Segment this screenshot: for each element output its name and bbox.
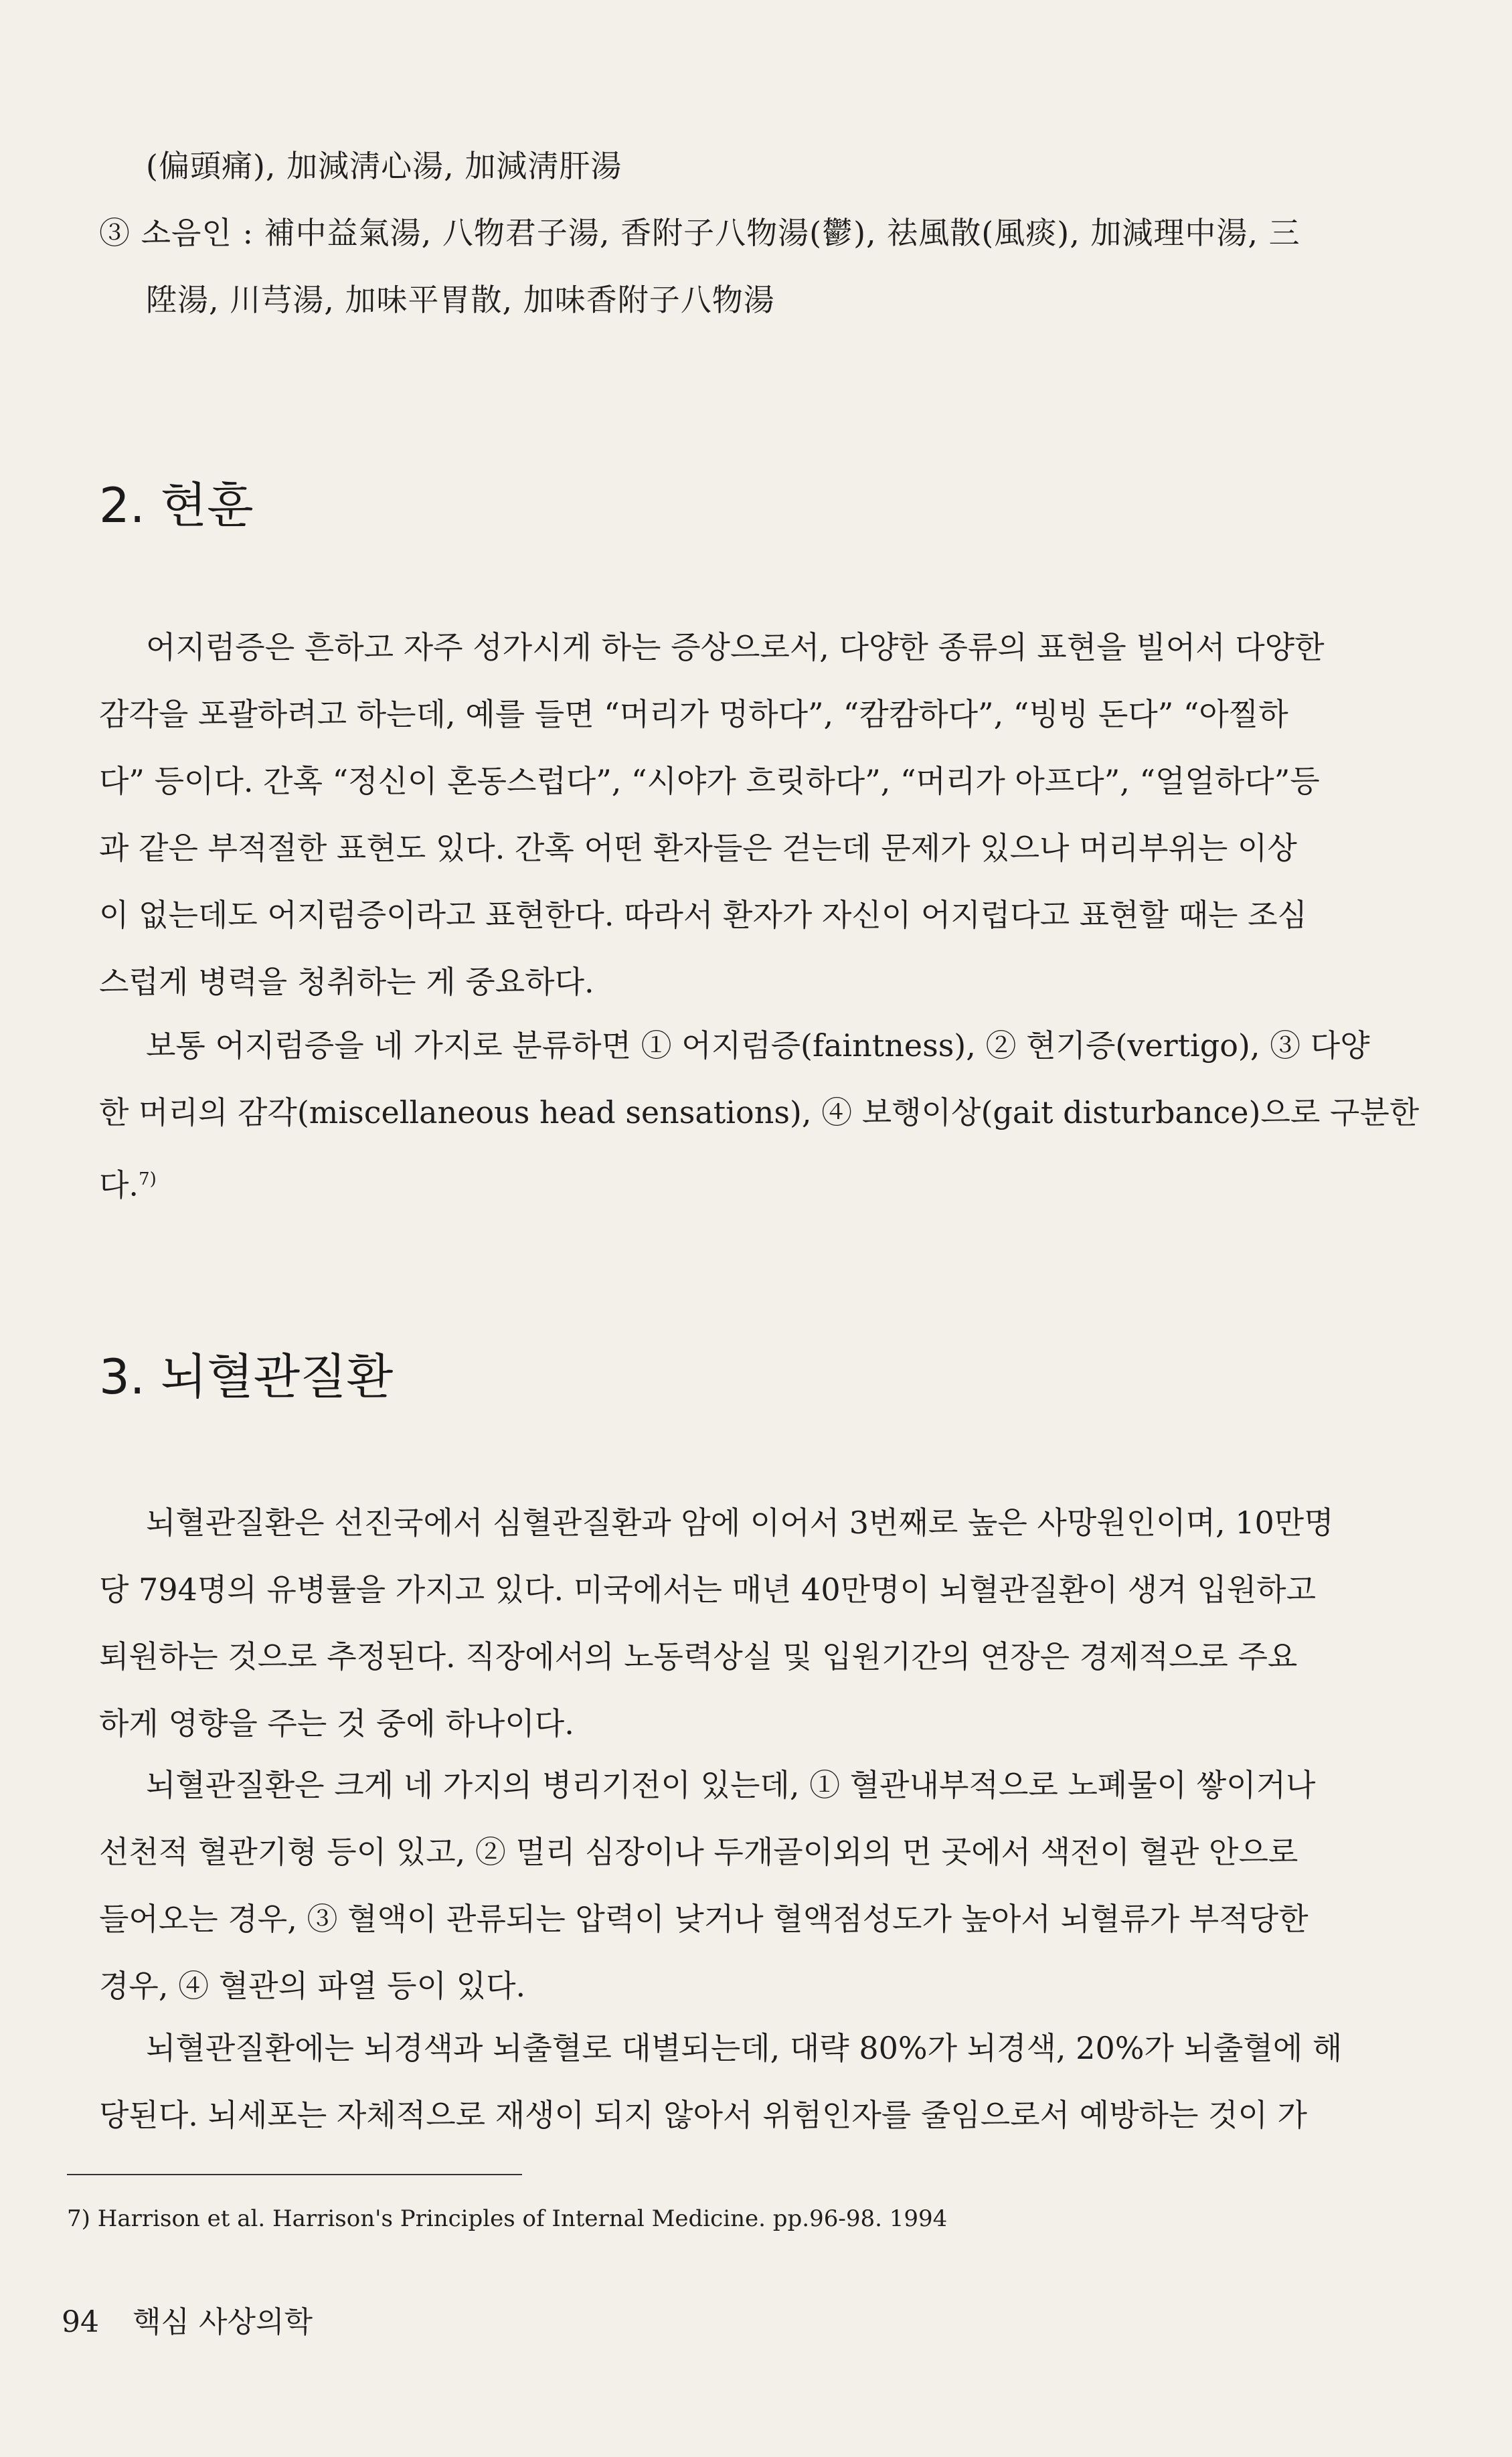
text-line: 뇌혈관질환은 선진국에서 심혈관질환과 암에 이어서 3번째로 높은 사망원인이며, 10만명 <box>146 1505 1334 1541</box>
footnote-divider <box>67 2174 522 2175</box>
section-heading-cerebrovascular: 3. 뇌혈관질환 <box>99 1349 394 1405</box>
text-line: 뇌혈관질환은 크게 네 가지의 병리기전이 있는데, ① 혈관내부적으로 노폐물이 쌓이거나 <box>146 1767 1316 1803</box>
text-line: 당 794명의 유병률을 가지고 있다. 미국에서는 매년 40만명이 뇌혈관질환이 생겨 입원하고 <box>99 1572 1316 1608</box>
page-footer <box>62 2302 313 2343</box>
section-heading-vertigo: 2. 현훈 <box>99 477 254 533</box>
paragraph <box>99 1489 1444 1757</box>
text-line: 뇌혈관질환에는 뇌경색과 뇌출혈로 대별되는데, 대략 80%가 뇌경색, 20%가 뇌출혈에 해 <box>146 2030 1343 2066</box>
text-line: 과 같은 부적절한 표현도 있다. 간혹 어떤 환자들은 걷는데 문제가 있으나 머리부위는 이상 <box>99 830 1297 866</box>
text-line: 스럽게 병력을 청취하는 게 중요하다. <box>99 964 594 1000</box>
paragraph <box>99 614 1444 1015</box>
text-line: 다” 등이다. 간혹 “정신이 혼동스럽다”, “시야가 흐릿하다”, “머리가 아프다”, “얼얼하다”등 <box>99 763 1320 799</box>
paragraph <box>99 2015 1444 2148</box>
paragraph <box>99 1752 1444 2019</box>
text-line: 퇴원하는 것으로 추정된다. 직장에서의 노동력상실 및 입원기간의 연장은 경제적으로 주요 <box>99 1638 1298 1675</box>
footnote: 7) Harrison et al. Harrison's Principles of Internal Medicine. pp.96-98. 1994 <box>67 2205 948 2232</box>
text-line <box>99 1146 1444 1218</box>
text-line: 선천적 혈관기형 등이 있고, ② 멀리 심장이나 두개골이외의 먼 곳에서 색전이 혈관 안으로 <box>99 1834 1298 1870</box>
text-line: 하게 영향을 주는 것 중에 하나이다. <box>99 1705 574 1742</box>
list-line: (偏頭痛), 加減淸心湯, 加減淸肝湯 <box>146 148 622 184</box>
text-line: 이 없는데도 어지럼증이라고 표현한다. 따라서 환자가 자신이 어지럽다고 표현할 때는 조심 <box>99 897 1307 933</box>
list-item-soeumin: ③ 소음인 : 補中益氣湯, 八物君子湯, 香附子八物湯(鬱), 祛風散(風痰), 加減理中湯, 三 <box>99 215 1300 251</box>
book-title: 핵심 사상의학 <box>133 2305 313 2339</box>
text-line: 경우, ④ 혈관의 파열 등이 있다. <box>99 1968 526 2004</box>
footnote-ref: 7) <box>139 1169 157 1189</box>
text-line: 들어오는 경우, ③ 혈액이 관류되는 압력이 낮거나 혈액점성도가 높아서 뇌혈류가 부적당한 <box>99 1901 1309 1937</box>
paragraph <box>99 1012 1444 1218</box>
page-number: 94 <box>62 2305 99 2339</box>
text-line: 어지럼증은 흔하고 자주 성가시게 하는 증상으로서, 다양한 종류의 표현을 빌어서 다양한 <box>146 629 1325 665</box>
text-line: 보통 어지럼증을 네 가지로 분류하면 ① 어지럼증(faintness), ② 현기증(vertigo), ③ 다양 <box>146 1027 1370 1064</box>
text-line: 당된다. 뇌세포는 자체적으로 재생이 되지 않아서 위험인자를 줄임으로서 예방하는 것이 가 <box>99 2097 1307 2133</box>
prescription-list <box>99 133 1444 333</box>
text-line: 감각을 포괄하려고 하는데, 예를 들면 “머리가 멍하다”, “캄캄하다”, “빙빙 돈다” “아찔하 <box>99 696 1288 732</box>
text-line: 한 머리의 감각(miscellaneous head sensations), ④ 보행이상(gait disturbance)으로 구분한 <box>99 1094 1420 1130</box>
text-fragment: 다. <box>99 1167 139 1203</box>
list-line: 陞湯, 川芎湯, 加味平胃散, 加味香附子八物湯 <box>146 282 775 318</box>
